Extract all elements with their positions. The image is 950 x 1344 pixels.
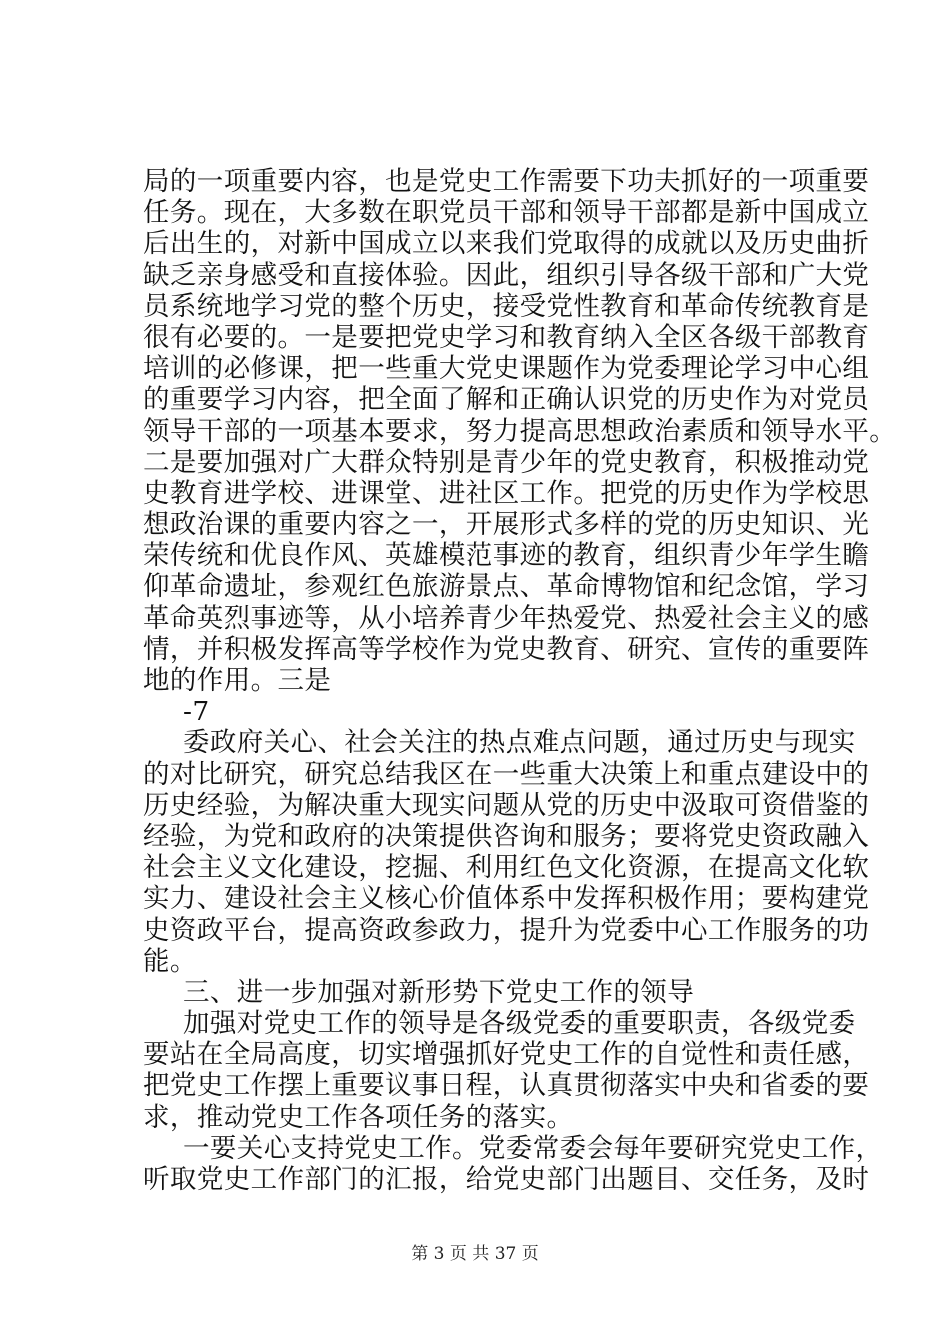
text-line: 历史经验，为解决重大现实问题从党的历史中汲取可资借鉴的 [143, 789, 870, 821]
page-footer [0, 1243, 950, 1265]
paragraph-start-line: 一要关心支持党史工作。党委常委会每年要研究党史工作， [183, 1132, 883, 1164]
text-line: 革命英烈事迹等，从小培养青少年热爱党、热爱社会主义的感 [143, 602, 870, 634]
text-line: 后出生的，对新中国成立以来我们党取得的成就以及历史曲折 [143, 228, 870, 260]
text-line: 二是要加强对广大群众特别是青少年的党史教育，积极推动党 [143, 446, 870, 478]
inline-page-marker: -7 [183, 696, 210, 728]
text-line: 很有必要的。一是要把党史学习和教育纳入全区各级干部教育 [143, 321, 870, 353]
text-line: 员系统地学习党的整个历史，接受党性教育和革命传统教育是 [143, 290, 870, 322]
page-number-label: 第 3 页 共 37 页 [411, 1244, 539, 1264]
text-line: 缺乏亲身感受和直接体验。因此，组织引导各级干部和广大党 [143, 259, 870, 291]
text-line: 求，推动党史工作各项任务的落实。 [143, 1101, 574, 1133]
section-heading: 三、进一步加强对新形势下党史工作的领导 [183, 976, 695, 1008]
text-line: 荣传统和优良作风、英雄模范事迹的教育，组织青少年学生瞻 [143, 540, 870, 572]
text-line: 仰革命遗址，参观红色旅游景点、革命博物馆和纪念馆，学习 [143, 571, 870, 603]
text-line: 能。 [143, 945, 197, 977]
text-line: 实力、建设社会主义核心价值体系中发挥积极作用；要构建党 [143, 883, 870, 915]
paragraph-start-line: 委政府关心、社会关注的热点难点问题，通过历史与现实 [183, 727, 856, 759]
text-line: 经验，为党和政府的决策提供咨询和服务；要将党史资政融入 [143, 820, 870, 852]
text-line: 的对比研究，研究总结我区在一些重大决策上和重点建设中的 [143, 758, 870, 790]
text-line: 地的作用。三是 [143, 665, 332, 696]
body-text [143, 166, 897, 1195]
text-line: 史资政平台，提高资政参政力，提升为党委中心工作服务的功 [143, 914, 870, 946]
text-line: 领导干部的一项基本要求，努力提高思想政治素质和领导水平。 [143, 415, 897, 447]
paragraph-start-line: 加强对党史工作的领导是各级党委的重要职责，各级党委 [183, 1008, 856, 1040]
text-line: 情，并积极发挥高等学校作为党史教育、研究、宣传的重要阵 [143, 633, 870, 665]
text-line: 局的一项重要内容，也是党史工作需要下功夫抓好的一项重要 [143, 166, 870, 197]
text-line: 的重要学习内容，把全面了解和正确认识党的历史作为对党员 [143, 384, 870, 416]
text-line: 史教育进学校、进课堂、进社区工作。把党的历史作为学校思 [143, 477, 870, 509]
text-line: 培训的必修课，把一些重大党史课题作为党委理论学习中心组 [143, 353, 870, 385]
text-line: 任务。现在，大多数在职党员干部和领导干部都是新中国成立 [143, 197, 870, 229]
text-line: 要站在全局高度，切实增强抓好党史工作的自觉性和责任感， [143, 1039, 870, 1071]
text-line: 把党史工作摆上重要议事日程，认真贯彻落实中央和省委的要 [143, 1070, 870, 1102]
text-line: 社会主义文化建设，挖掘、利用红色文化资源，在提高文化软 [143, 852, 870, 884]
text-line: 听取党史工作部门的汇报，给党史部门出题目、交任务，及时 [143, 1164, 870, 1195]
text-line: 想政治课的重要内容之一，开展形式多样的党的历史知识、光 [143, 509, 870, 541]
